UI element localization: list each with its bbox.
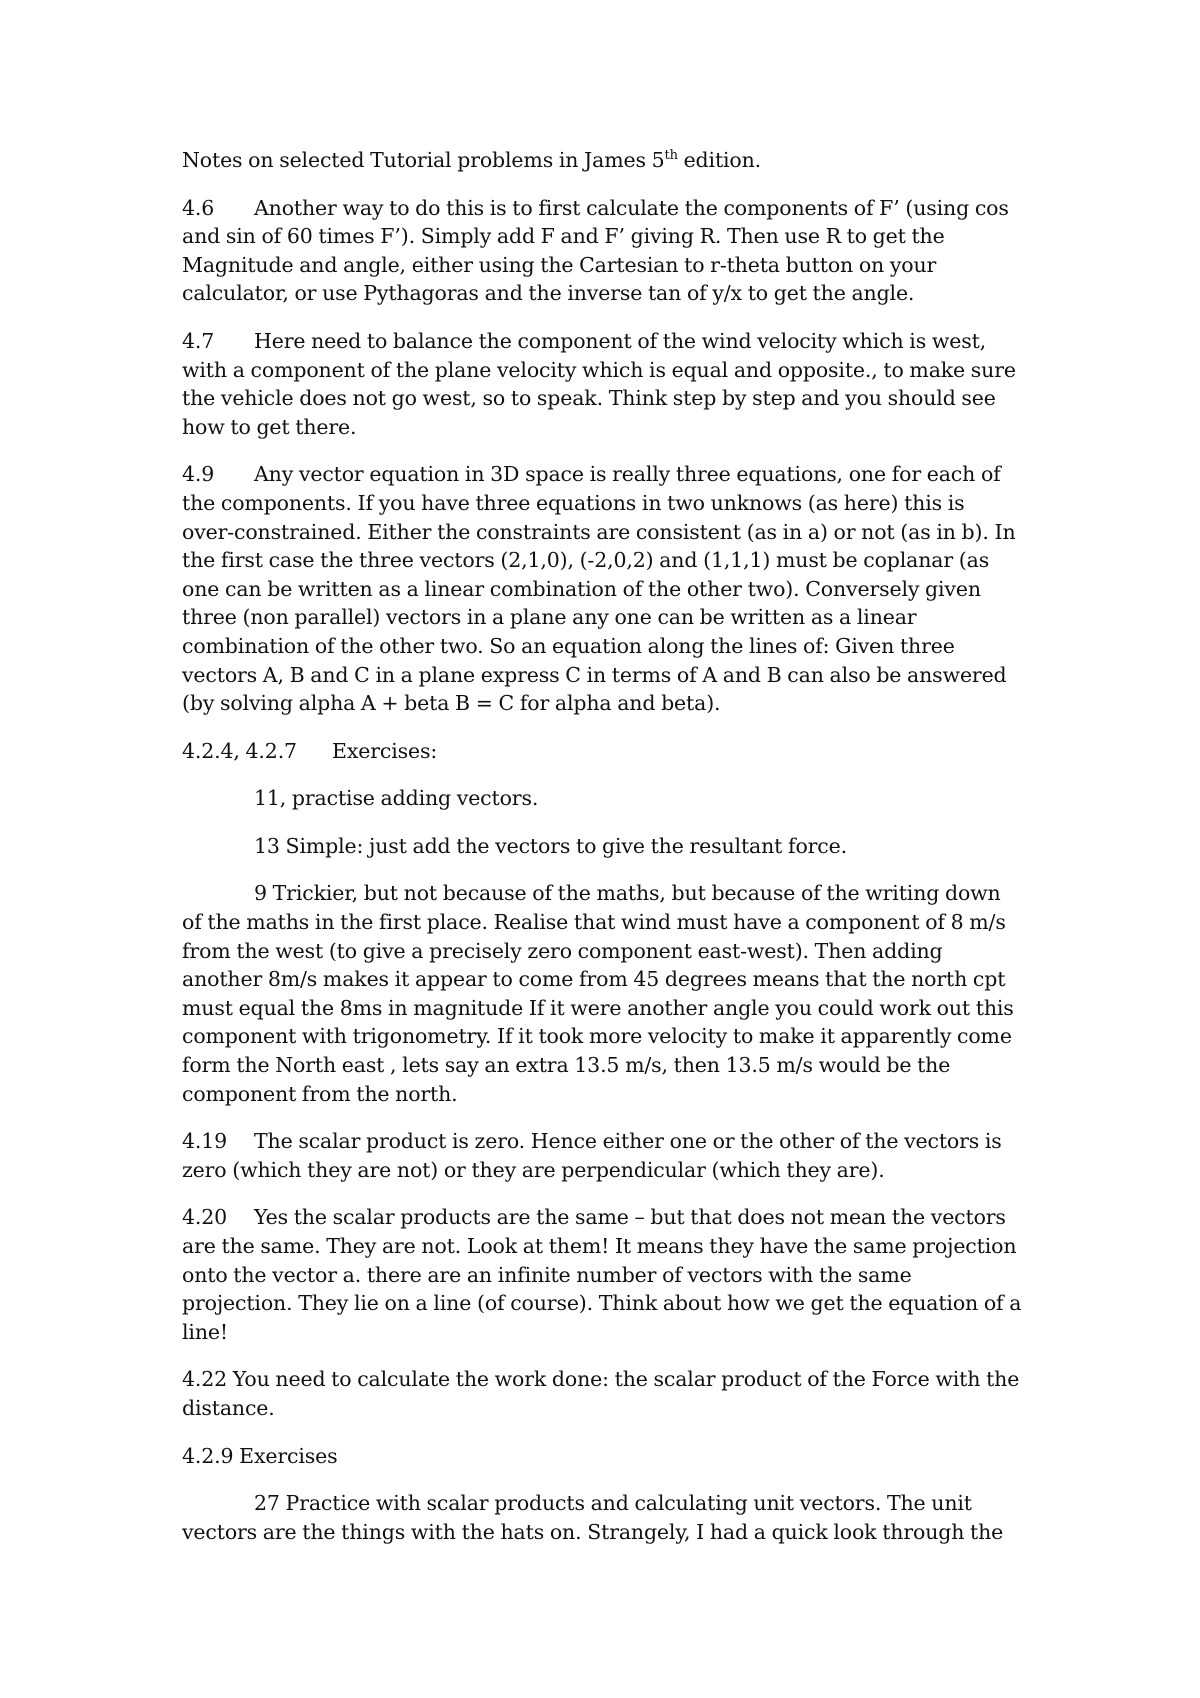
- note-text: Another way to do this is to first calculate the components of F’ (using cos and sin of 60 times F’). Simply add F and F’ giving R. Then use R to get the Magnitude and angle, either using the Cartesian to r-theta button on your calculator, or use Pythagoras and the inverse tan of y/x to get the angle.: [182, 195, 1009, 306]
- note-number: 4.9: [182, 462, 215, 487]
- note-4-2-4: [182, 737, 1022, 766]
- note-text: Yes the scalar products are the same – but that does not mean the vectors are the same. They are not. Look at them! It means they have the same projection onto the vector a. there are an infinite number of vectors with the same projection. They lie on a line (of course). Think about how we get the equation of a line!: [182, 1205, 1022, 1344]
- exercise-11: 11, practise adding vectors.: [254, 786, 539, 811]
- note-text: Any vector equation in 3D space is really three equations, one for each of the components. If you have three equations in two unknows (as here) this is over-constrained. Either the constraints are consistent (as in a) or not (as in b). In the first case the three vectors (2,1,0), (-2,0,2) and (1,1,1) must be coplanar (as one can be written as a linear combination of the other two). Conversely given three (non parallel) vectors in a plane any one can be written as a linear combination of the other two. So an equation along the lines of: Given three vectors A, B and C in a plane express C in terms of A and B can also be answered (by solving alpha A + beta B = C for alpha and beta).: [182, 462, 1016, 716]
- note-4-20: [182, 1203, 1022, 1346]
- exercise-9: 9 Trickier, but not because of the maths, but because of the writing down of the maths in the first place. Realise that wind must have a component of 8 m/s from the west (to give a precisely zero component east-west). Then adding another 8m/s makes it appear to come from 45 degrees means that the north cpt must equal the 8ms in magnitude If it were another angle you could work out this component with trigonometry. If it took more velocity to make it apparently come form the North east , lets say an extra 13.5 m/s, then 13.5 m/s would be the component from the north.: [182, 881, 1014, 1106]
- note-number: 4.7: [182, 328, 215, 353]
- note-4-19: [182, 1127, 1022, 1184]
- note-4-22: 4.22 You need to calculate the work done: the scalar product of the Force with the distance.: [182, 1367, 1020, 1420]
- exercise-27: 27 Practice with scalar products and calculating unit vectors. The unit vectors are the things with the hats on. Strangely, I had a quick look through the: [182, 1491, 1004, 1544]
- note-4-2-9: 4.2.9 Exercises: [182, 1443, 338, 1468]
- note-text: Here need to balance the component of the wind velocity which is west, with a component of the plane velocity which is equal and opposite., to make sure the vehicle does not go west, so to speak. Think step by step and you should see how to get there.: [182, 328, 1016, 439]
- note-number: 4.19: [182, 1129, 228, 1154]
- note-text: The scalar product is zero. Hence either one or the other of the vectors is zero (which they are not) or they are perpendicular (which they are).: [182, 1129, 1002, 1182]
- note-4-6: [182, 194, 1022, 308]
- note-4-7: [182, 327, 1022, 441]
- document-title: Notes on selected Tutorial problems in James 5th edition.: [182, 148, 762, 172]
- note-number: 4.2.4, 4.2.7: [182, 738, 297, 763]
- document-body: [182, 146, 1022, 1565]
- note-number: 4.6: [182, 195, 215, 220]
- note-text: Exercises:: [332, 738, 438, 763]
- note-4-9: [182, 460, 1022, 717]
- note-number: 4.20: [182, 1205, 228, 1230]
- exercise-13: 13 Simple: just add the vectors to give the resultant force.: [254, 833, 847, 858]
